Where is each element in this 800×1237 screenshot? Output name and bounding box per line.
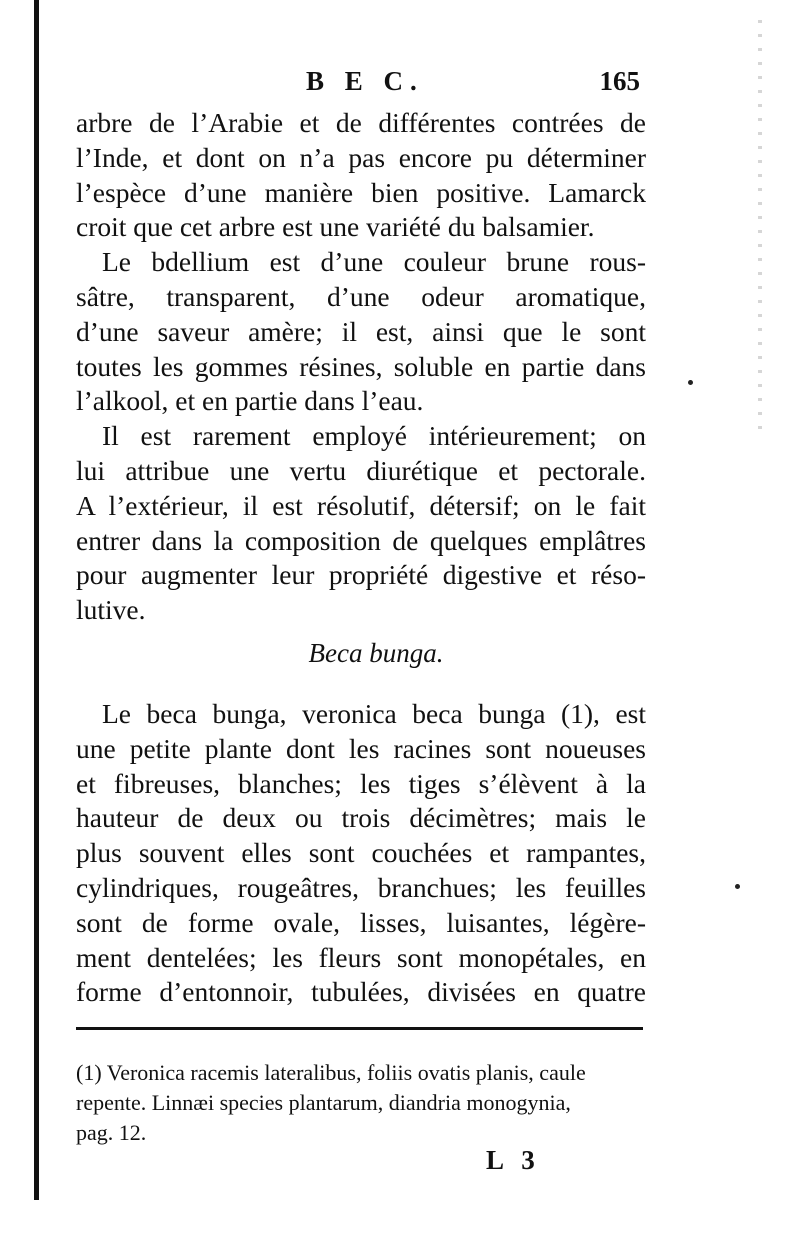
- text-line: ment dentelées; les fleurs sont monopétales, en: [76, 941, 646, 973]
- text-line: Le beca bunga, veronica beca bunga (1), est: [102, 697, 646, 729]
- paragraph-usage: [76, 419, 646, 628]
- text-line: lui attribue une vertu diurétique et pectorale.: [76, 454, 646, 486]
- paragraph-continuation: [76, 106, 646, 245]
- page-edge-marks: [758, 20, 762, 440]
- footnote-line: repente. Linnæi species plantarum, diandria monogynia,: [76, 1090, 571, 1115]
- footnote-line: pag. 12.: [76, 1120, 147, 1145]
- text-line: cylindriques, rougeâtres, branchues; les feuilles: [76, 871, 646, 903]
- section-heading: Beca bunga.: [308, 637, 444, 668]
- page-binding-edge: [34, 0, 39, 1200]
- ink-speck: [735, 884, 740, 889]
- page-header: [76, 66, 646, 106]
- page-number: 165: [599, 66, 640, 96]
- text-line: forme d’entonnoir, tubulées, divisées en quatre: [76, 976, 646, 1008]
- text-line: lutive.: [76, 594, 146, 626]
- paragraph-beca-bunga: [76, 697, 646, 1010]
- footnote-line: (1) Veronica racemis lateralibus, foliis ovatis planis, caule: [76, 1060, 586, 1085]
- text-line: l’Inde, et dont on n’a pas encore pu déterminer: [76, 141, 646, 173]
- ink-speck: [688, 380, 693, 385]
- text-line: pour augmenter leur propriété digestive et réso-: [76, 559, 646, 591]
- text-line: sâtre, transparent, d’une odeur aromatique,: [76, 280, 646, 312]
- text-line: d’une saveur amère; il est, ainsi que le sont: [76, 315, 646, 347]
- text-line: toutes les gommes résines, soluble en partie dans: [76, 350, 646, 382]
- book-page: [76, 66, 646, 1010]
- text-line: Il est rarement employé intérieurement; on: [102, 420, 646, 452]
- text-line: l’alkool, et en partie dans l’eau.: [76, 385, 424, 417]
- text-line: entrer dans la composition de quelques emplâtres: [76, 524, 646, 556]
- text-line: une petite plante dont les racines sont noueuses: [76, 732, 646, 764]
- text-line: Le bdellium est d’une couleur brune rous-: [102, 246, 646, 278]
- text-line: A l’extérieur, il est résolutif, détersif; on le fait: [76, 489, 646, 521]
- text-line: croit que cet arbre est une variété du balsamier.: [76, 211, 595, 243]
- running-head: B E C.: [306, 66, 424, 96]
- text-line: l’espèce d’une manière bien positive. Lamarck: [76, 176, 646, 208]
- text-line: plus souvent elles sont couchées et rampantes,: [76, 837, 646, 869]
- text-line: arbre de l’Arabie et de différentes contrées de: [76, 107, 646, 138]
- text-line: hauteur de deux ou trois décimètres; mais le: [76, 802, 646, 834]
- paragraph-description: [76, 245, 646, 419]
- footnote-rule: [76, 1027, 643, 1030]
- text-line: et fibreuses, blanches; les tiges s’élèvent à la: [76, 767, 646, 799]
- signature-mark: L 3: [486, 1145, 541, 1175]
- footnote: [76, 1058, 646, 1148]
- text-line: sont de forme ovale, lisses, luisantes, légère-: [76, 906, 646, 938]
